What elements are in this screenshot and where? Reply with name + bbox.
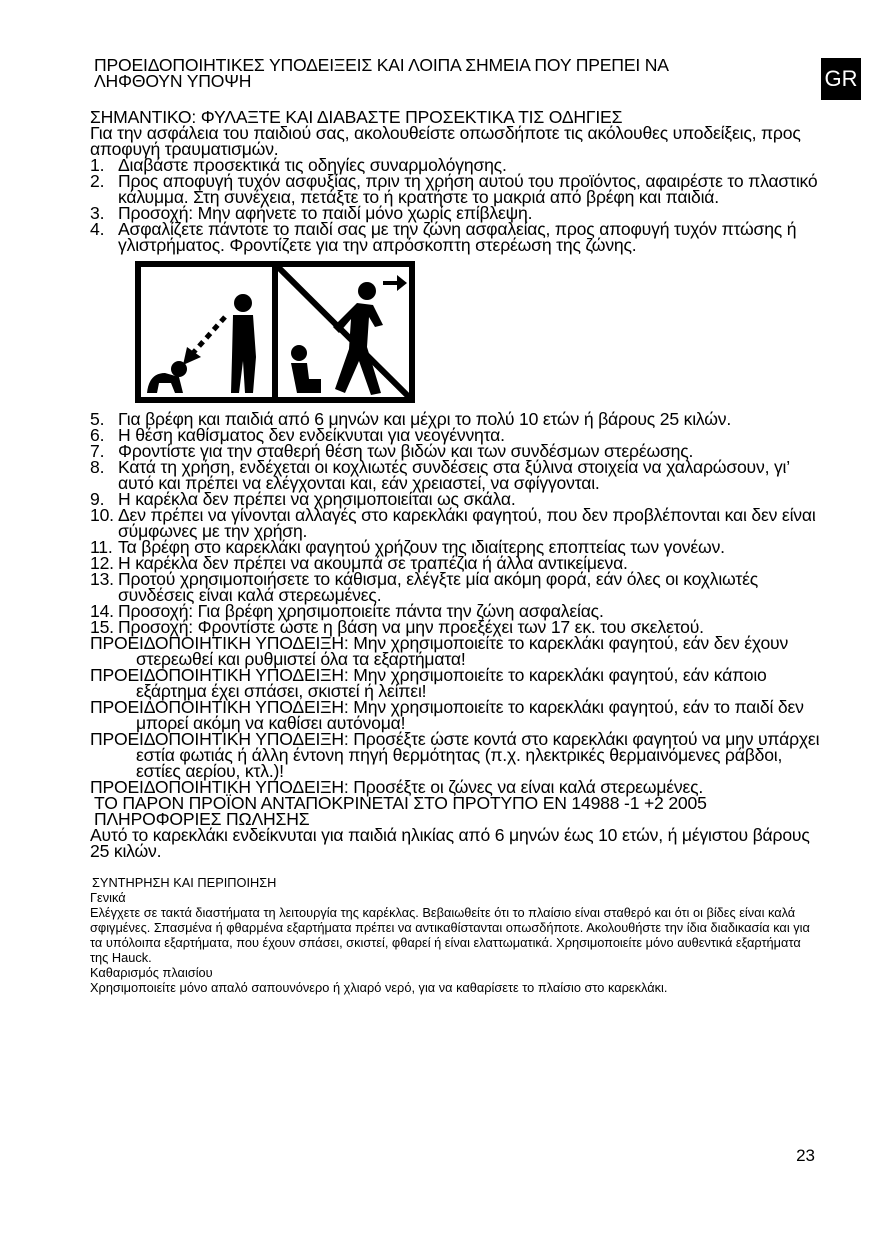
instructions-list-a xyxy=(90,157,820,253)
item-number: 11. xyxy=(90,537,113,557)
item-text: Τα βρέφη στο καρεκλάκι φαγητού χρήζουν της ιδιαίτερης εποπτείας των γονέων. xyxy=(118,537,725,557)
item-text: Για βρέφη και παιδιά από 6 μηνών και μέχρι το πολύ 10 ετών ή βάρους 25 κιλών. xyxy=(118,409,732,429)
item-number: 1. xyxy=(90,155,105,175)
item-text: Κατά τη χρήση, ενδέχεται οι κοχλιωτές συνδέσεις στα ξύλινα στοιχεία να χαλαρώσουν, γι’ αυτό και πρέπει να ελέγχονται και, εάν χρειαστεί, να σφίγγονται. xyxy=(118,457,790,493)
list-item xyxy=(90,619,820,635)
item-number: 2. xyxy=(90,171,105,191)
care-general-text: Ελέγχετε σε τακτά διαστήματα τη λειτουργία της καρέκλας. Βεβαιωθείτε ότι το πλαίσιο είναι σταθερό και ότι οι βίδες είναι καλά σφιγμένες. Σπασμένα ή φθαρμένα εξαρτήματα πρέπει να αντικαθίστανται οπωσδήποτε. Ακολουθήστε την ίδια διαδικασία και για τα υπόλοιπα εξαρτήματα, που έχουν σπάσει, σκιστεί, φθαρεί ή είναι ελαττωματικά. Χρησιμοποιείτε μόνο αυθεντικά εξαρτήματα της Hauck. xyxy=(90,905,810,965)
item-number: 15. xyxy=(90,617,114,637)
sales-info-text: Αυτό το καρεκλάκι ενδείκνυται για παιδιά ηλικίας από 6 μηνών έως 10 ετών, ή μέγιστου βάρους 25 κιλών. xyxy=(90,825,810,861)
item-text: Προσοχή: Για βρέφη χρησιμοποιείτε πάντα την ζώνη ασφαλείας. xyxy=(118,601,604,621)
item-number: 13. xyxy=(90,569,114,589)
standard-compliance: ΤΟ ΠΑΡΟΝ ΠΡΟΪΟΝ ΑΝΤΑΠΟΚΡΙΝΕΤΑΙ ΣΤΟ ΠΡΟΤΥΠΟ ΕΝ 14988 -1 +2 2005 xyxy=(94,793,707,813)
item-text: Η καρέκλα δεν πρέπει να ακουμπά σε τραπέζια ή άλλα αντικείμενα. xyxy=(118,553,628,573)
item-text: Διαβάστε προσεκτικά τις οδηγίες συναρμολόγησης. xyxy=(118,155,507,175)
care-general-label: Γενικά xyxy=(90,890,126,905)
dashed-arrow xyxy=(193,317,225,353)
warning-item: ΠΡΟΕΙΔΟΠΟΙΗΤΙΚΗ ΥΠΟΔΕΙΞΗ: Μην χρησιμοποιείτε το καρεκλάκι φαγητού, εάν το παιδί δεν μπορεί ακόμη να καθίσει αυτόνομα! xyxy=(90,697,804,733)
direction-arrow xyxy=(383,275,407,291)
item-number: 6. xyxy=(90,425,105,445)
care-heading: ΣΥΝΤΗΡΗΣΗ ΚΑΙ ΠΕΡΙΠΟΙΗΣΗ xyxy=(92,875,277,890)
arrow-head xyxy=(183,347,201,365)
item-text: Η καρέκλα δεν πρέπει να χρησιμοποιείται ως σκάλα. xyxy=(118,489,516,509)
page-content xyxy=(90,57,820,995)
list-item xyxy=(90,459,820,491)
crawling-baby-figure xyxy=(147,361,187,393)
instructions-list-b xyxy=(90,411,820,635)
item-number: 9. xyxy=(90,489,105,509)
care-frame-text: Χρησιμοποιείτε μόνο απαλό σαπουνόνερο ή χλιαρό νερό, για να καθαρίσετε το πλαίσιο στο καρεκλάκι. xyxy=(90,980,668,995)
item-number: 4. xyxy=(90,219,105,239)
warnings-block xyxy=(90,635,820,795)
seated-child-figure xyxy=(291,345,321,393)
adult-figure-left xyxy=(231,294,256,393)
item-number: 5. xyxy=(90,409,105,429)
language-tab xyxy=(821,58,861,100)
item-text: Προς αποφυγή τυχόν ασφυξίας, πριν τη χρήση αυτού του προϊόντος, αφαιρέστε το πλαστικό κάλυμμα. Στη συνέχεια, πετάξτε το ή κρατήστε το μακριά από βρέφη και παιδιά. xyxy=(118,171,818,207)
item-text: Η θέση καθίσματος δεν ενδείκνυται για νεογέννητα. xyxy=(118,425,505,445)
adult-figure-right xyxy=(333,282,383,395)
important-notice: ΣΗΜΑΝΤΙΚΟ: ΦΥΛΑΞΤΕ ΚΑΙ ΔΙΑΒΑΣΤΕ ΠΡΟΣΕΚΤΙΚΑ ΤΙΣ ΟΔΗΓΙΕΣ xyxy=(90,107,623,127)
item-text: Δεν πρέπει να γίνονται αλλαγές στο καρεκλάκι φαγητού, που δεν προβλέπονται και δεν είναι σύμφωνες με την χρήση. xyxy=(118,505,816,541)
item-number: 8. xyxy=(90,457,105,477)
item-text: Προτού χρησιμοποιήσετε το κάθισμα, ελέγξτε μία ακόμη φορά, εάν όλες οι κοχλιωτές συνδέσεις είναι καλά στερεωμένες. xyxy=(118,569,759,605)
safety-pictogram-svg xyxy=(135,261,415,403)
item-text: Ασφαλίζετε πάντοτε το παιδί σας με την ζώνη ασφαλείας, προς αποφυγή τυχόν πτώσης ή γλιστρήματος. Φροντίζετε για την απρόσκοπτη στερέωση της ζώνης. xyxy=(118,219,797,255)
item-number: 3. xyxy=(90,203,105,223)
item-text: Φροντίστε για την σταθερή θέση των βιδών και των συνδέσμων στερέωσης. xyxy=(118,441,694,461)
warning-item: ΠΡΟΕΙΔΟΠΟΙΗΤΙΚΗ ΥΠΟΔΕΙΞΗ: Μην χρησιμοποιείτε το καρεκλάκι φαγητού, εάν κάποιο εξάρτημα έχει σπάσει, σκιστεί ή λείπει! xyxy=(90,665,767,701)
page-title xyxy=(94,57,820,89)
page-number: 23 xyxy=(796,1146,815,1165)
item-number: 14. xyxy=(90,601,114,621)
care-frame-label: Καθαρισμός πλαισίου xyxy=(90,965,213,980)
list-item xyxy=(90,221,820,253)
page-title-line-1: ΠΡΟΕΙΔΟΠΟΙΗΤΙΚΕΣ ΥΠΟΔΕΙΞΕΙΣ ΚΑΙ ΛΟΙΠΑ ΣΗΜΕΙΑ ΠΟΥ ΠΡΕΠΕΙ ΝΑ xyxy=(94,55,669,75)
list-item xyxy=(90,507,820,539)
warning-item: ΠΡΟΕΙΔΟΠΟΙΗΤΙΚΗ ΥΠΟΔΕΙΞΗ: Προσέξτε οι ζώνες να είναι καλά στερεωμένες. xyxy=(90,777,704,797)
page-title-line-2: ΛΗΦΘΟΥΝ ΥΠΟΨΗ xyxy=(94,71,252,91)
safety-pictogram xyxy=(135,261,415,403)
care-section xyxy=(90,875,820,995)
list-item xyxy=(90,173,820,205)
warning-item: ΠΡΟΕΙΔΟΠΟΙΗΤΙΚΗ ΥΠΟΔΕΙΞΗ: Προσέξτε ώστε κοντά στο καρεκλάκι φαγητού να μην υπάρχει εστία φωτιάς ή άλλη έντονη πηγή θερμότητας (π.χ. ηλεκτρικές θερμαινόμενες ράβδοι, εστίες αερίου, κτλ.)! xyxy=(90,729,820,781)
item-number: 7. xyxy=(90,441,105,461)
item-text: Προσοχή: Φροντίστε ώστε η βάση να μην προεξέχει των 17 εκ. του σκελετού. xyxy=(118,617,704,637)
list-item xyxy=(90,571,820,603)
warning-item: ΠΡΟΕΙΔΟΠΟΙΗΤΙΚΗ ΥΠΟΔΕΙΞΗ: Μην χρησιμοποιείτε το καρεκλάκι φαγητού, εάν δεν έχουν στερεωθεί και ρυθμιστεί όλα τα εξαρτήματα! xyxy=(90,633,789,669)
item-text: Προσοχή: Μην αφήνετε το παιδί μόνο χωρίς επίβλεψη. xyxy=(118,203,533,223)
item-number: 12. xyxy=(90,553,114,573)
language-code: GR xyxy=(824,66,858,91)
sales-info-heading: ΠΛΗΡΟΦΟΡΙΕΣ ΠΩΛΗΣΗΣ xyxy=(94,809,310,829)
intro-text: Για την ασφάλεια του παιδιού σας, ακολουθείστε οπωσδήποτε τις ακόλουθες υποδείξεις, προς αποφυγή τραυματισμών. xyxy=(90,123,801,159)
item-number: 10. xyxy=(90,505,114,525)
